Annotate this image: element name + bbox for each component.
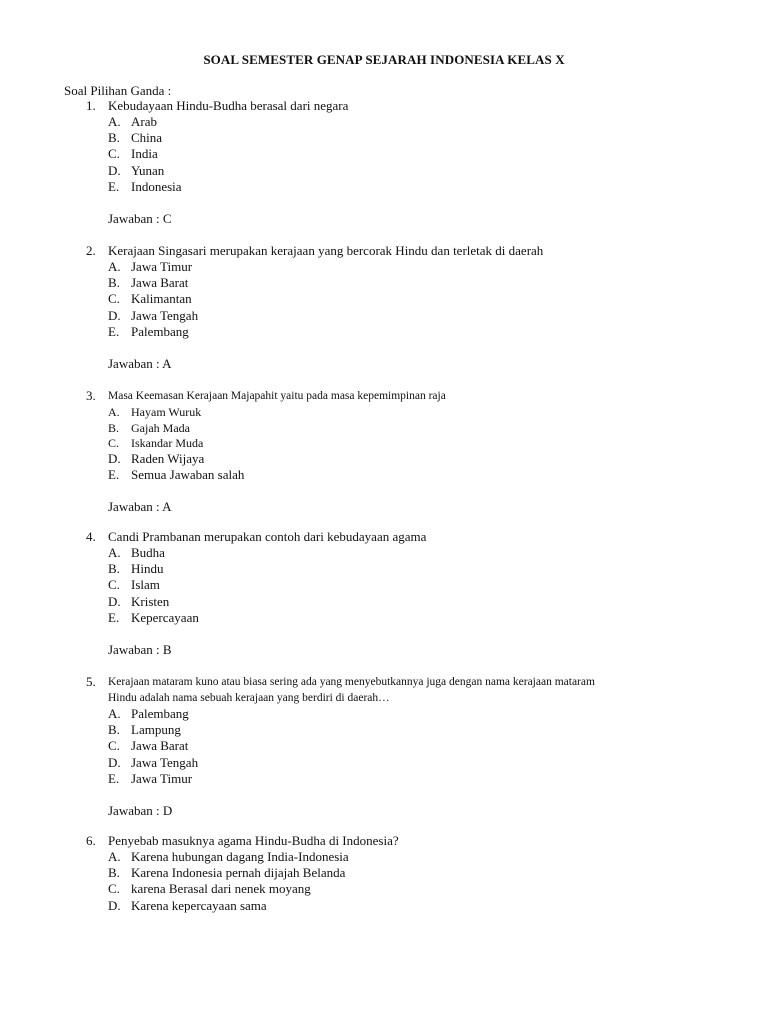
option-d — [0, 163, 768, 179]
option-list — [0, 706, 768, 787]
option-list — [0, 849, 768, 914]
option-letter: A. — [108, 545, 121, 560]
option-letter: C. — [108, 738, 120, 754]
option-letter: B. — [108, 865, 120, 881]
question-text: Kerajaan Singasari merupakan kerajaan yang bercorak Hindu dan terletak di daerah — [108, 243, 544, 258]
question-3 — [0, 388, 768, 515]
option-b — [0, 561, 768, 577]
question-number: 3. — [86, 388, 96, 403]
option-letter: C. — [108, 577, 120, 593]
answer-text: Jawaban : A — [108, 355, 172, 371]
option-letter: E. — [108, 770, 120, 786]
option-letter: E. — [108, 178, 120, 194]
option-e — [0, 610, 768, 626]
option-c — [0, 881, 768, 897]
option-text: Karena Indonesia pernah dijajah Belanda — [131, 865, 346, 881]
option-e — [0, 324, 768, 340]
option-letter: A. — [108, 405, 120, 419]
option-text: India — [131, 146, 158, 162]
question-text: Masa Keemasan Kerajaan Majapahit yaitu pada masa kepemimpinan raja — [108, 390, 446, 402]
option-letter: A. — [108, 114, 121, 129]
question-6 — [0, 833, 768, 914]
question-5 — [0, 674, 768, 819]
option-text: Karena hubungan dagang India-Indonesia — [131, 849, 349, 864]
option-text: karena Berasal dari nenek moyang — [131, 881, 311, 897]
option-c — [0, 435, 768, 451]
option-text: Palembang — [131, 323, 189, 339]
option-c — [0, 738, 768, 754]
option-text: Gajah Mada — [131, 420, 190, 435]
option-letter: C. — [108, 291, 120, 307]
question-number: 6. — [86, 833, 96, 848]
option-b — [0, 130, 768, 146]
option-letter: B. — [108, 130, 120, 146]
option-d — [0, 594, 768, 610]
option-b — [0, 722, 768, 738]
option-letter: E. — [108, 609, 120, 625]
option-letter: C. — [108, 146, 120, 162]
option-text: Semua Jawaban salah — [131, 466, 245, 482]
option-text: Karena kepercayaan sama — [131, 897, 267, 913]
question-text-continued — [0, 690, 768, 706]
question-number: 2. — [86, 243, 96, 258]
option-letter: A. — [108, 706, 121, 721]
option-text: Jawa Timur — [131, 259, 193, 274]
answer-line — [0, 642, 768, 658]
option-letter: E. — [108, 466, 120, 482]
option-a — [0, 259, 768, 275]
option-text: Lampung — [131, 722, 181, 738]
option-e — [0, 771, 768, 787]
question-text: Candi Prambanan merupakan contoh dari kebudayaan agama — [108, 529, 427, 544]
option-letter: E. — [108, 323, 120, 339]
question-number: 5. — [86, 674, 96, 689]
option-list — [0, 404, 768, 483]
option-text: Jawa Barat — [131, 738, 189, 754]
option-letter: B. — [108, 561, 120, 577]
option-a — [0, 404, 768, 420]
answer-text: Jawaban : D — [108, 802, 173, 818]
option-text: Budha — [131, 545, 165, 560]
option-letter: A. — [108, 849, 121, 864]
option-d — [0, 898, 768, 914]
option-text: Arab — [131, 114, 157, 129]
option-letter: D. — [108, 162, 121, 178]
option-letter: B. — [108, 420, 120, 435]
option-text: Hindu — [131, 561, 164, 577]
option-text: Kristen — [131, 593, 170, 609]
answer-line — [0, 211, 768, 227]
option-letter: D. — [108, 450, 121, 466]
question-2 — [0, 243, 768, 372]
option-text: Palembang — [131, 706, 189, 721]
option-text: Kalimantan — [131, 291, 192, 307]
answer-text: Jawaban : C — [108, 210, 172, 226]
option-b — [0, 275, 768, 291]
option-b — [0, 420, 768, 436]
option-list — [0, 114, 768, 195]
document-title: SOAL SEMESTER GENAP SEJARAH INDONESIA KELAS X — [203, 52, 565, 67]
option-text: China — [131, 130, 163, 146]
option-e — [0, 179, 768, 195]
answer-line — [0, 499, 768, 515]
option-letter: D. — [108, 307, 121, 323]
question-text: Kerajaan mataram kuno atau biasa sering ada yang menyebutkannya juga dengan nama kerajaan mataram — [108, 676, 595, 688]
option-d — [0, 451, 768, 467]
option-text: Jawa Timur — [131, 770, 193, 786]
option-text: Raden Wijaya — [131, 450, 205, 466]
option-a — [0, 114, 768, 130]
answer-line — [0, 803, 768, 819]
question-4 — [0, 529, 768, 658]
option-letter: B. — [108, 722, 120, 738]
option-text: Iskandar Muda — [131, 436, 204, 450]
answer-text: Jawaban : B — [108, 641, 172, 657]
answer-text: Jawaban : A — [108, 498, 172, 514]
option-letter: B. — [108, 275, 120, 291]
option-letter: D. — [108, 593, 121, 609]
option-text: Kepercayaan — [131, 609, 199, 625]
option-a — [0, 849, 768, 865]
option-c — [0, 291, 768, 307]
option-e — [0, 467, 768, 483]
section-label: Soal Pilihan Ganda : — [64, 83, 172, 98]
option-d — [0, 755, 768, 771]
option-letter: C. — [108, 881, 120, 897]
option-a — [0, 545, 768, 561]
option-text: Jawa Tengah — [131, 307, 199, 323]
option-text: Islam — [131, 577, 160, 593]
option-letter: C. — [108, 436, 120, 450]
question-text: Kebudayaan Hindu-Budha berasal dari negara — [108, 98, 349, 113]
question-text: Penyebab masuknya agama Hindu-Budha di Indonesia? — [108, 833, 399, 848]
option-d — [0, 308, 768, 324]
option-c — [0, 577, 768, 593]
option-text: Jawa Tengah — [131, 754, 199, 770]
option-text: Jawa Barat — [131, 275, 189, 291]
question-number: 4. — [86, 529, 96, 544]
option-text: Indonesia — [131, 178, 182, 194]
question-text-line-2: Hindu adalah nama sebuah kerajaan yang berdiri di daerah… — [108, 692, 390, 704]
option-text: Yunan — [131, 162, 165, 178]
option-a — [0, 706, 768, 722]
answer-line — [0, 356, 768, 372]
option-c — [0, 146, 768, 162]
option-letter: D. — [108, 754, 121, 770]
option-letter: A. — [108, 259, 121, 274]
option-list — [0, 545, 768, 626]
question-1 — [0, 98, 768, 227]
option-list — [0, 259, 768, 340]
option-letter: D. — [108, 897, 121, 913]
option-text: Hayam Wuruk — [131, 405, 202, 419]
option-b — [0, 865, 768, 881]
question-number: 1. — [86, 98, 96, 113]
